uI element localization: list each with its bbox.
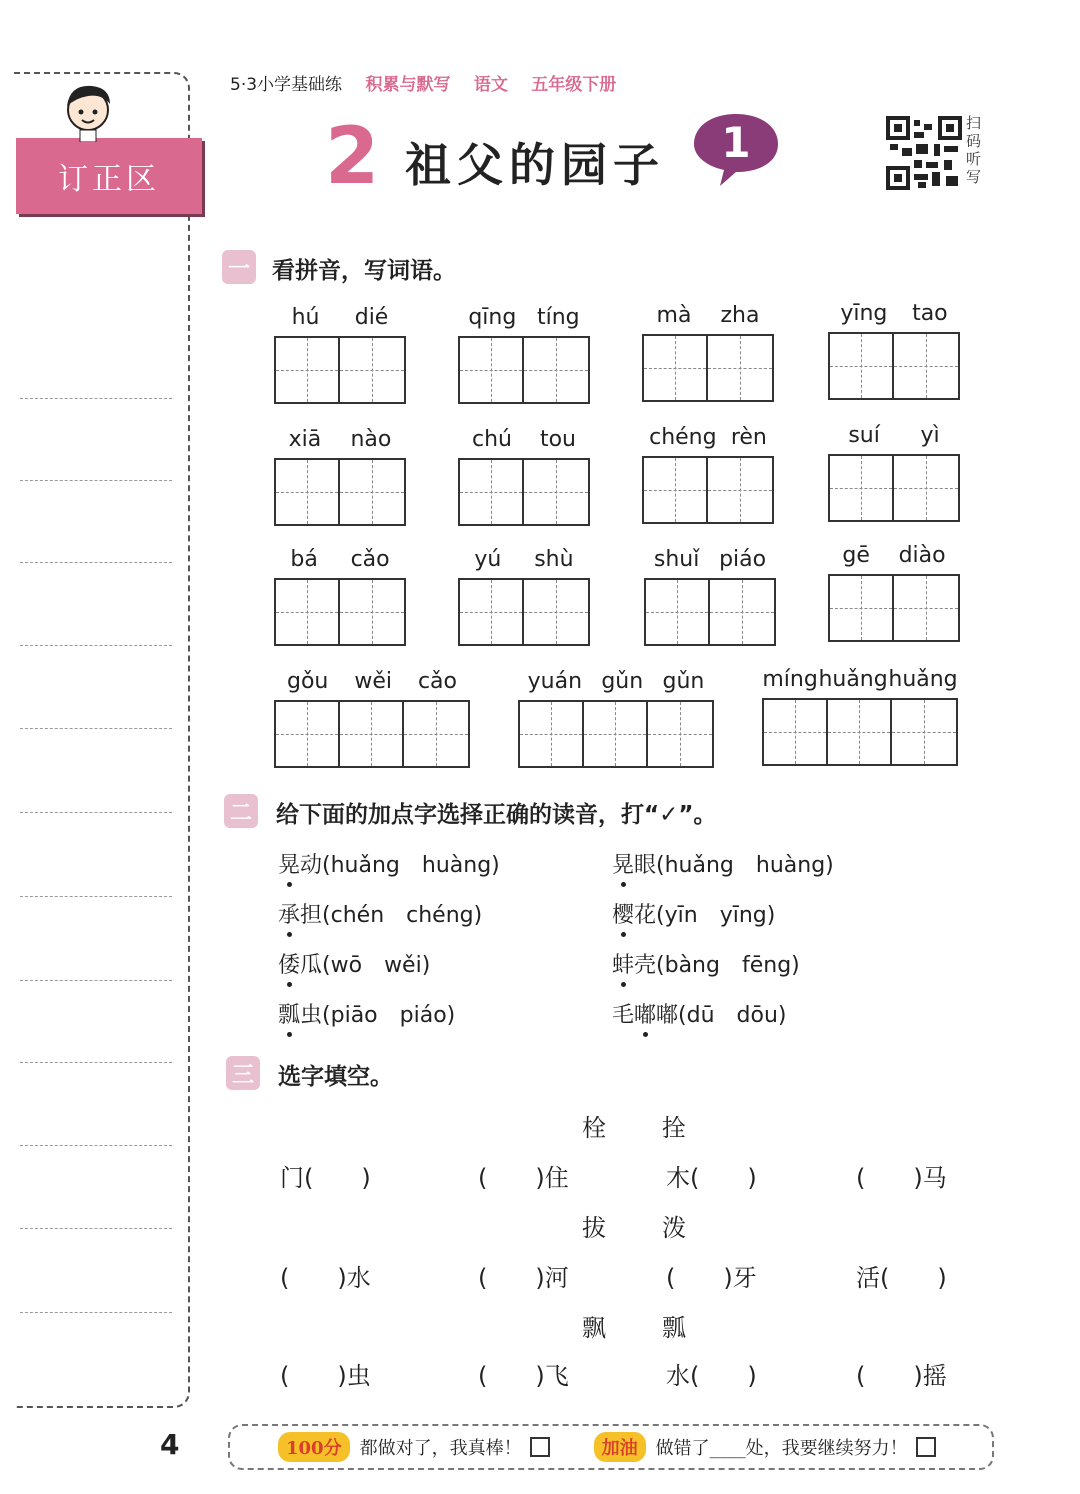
pinyin-label [458, 540, 590, 572]
pinyin-syllable: hú [291, 305, 320, 330]
choice-characters [582, 1308, 742, 1343]
tian-grid-cell[interactable] [894, 334, 958, 398]
dotted-character: 樱 [612, 898, 634, 929]
section-2-title: 给下面的加点字选择正确的读音，打“✓”。 [276, 802, 717, 828]
pinyin-word-15 [762, 660, 958, 766]
writing-boxes[interactable] [274, 578, 406, 646]
pinyin-syllable: suí [848, 423, 880, 448]
tian-grid-cell[interactable] [340, 338, 404, 402]
fill-blank-item[interactable]: ( )水 [280, 1264, 371, 1292]
pronunciation-item[interactable] [278, 998, 455, 1029]
dotted-character: 嘟 [634, 998, 656, 1029]
choice-characters [582, 1108, 742, 1143]
pinyin-syllable: zha [720, 303, 760, 328]
pronunciation-item[interactable] [278, 948, 430, 979]
pinyin-syllable: qīng [468, 305, 517, 330]
choice-characters [582, 1208, 742, 1243]
dotted-character: 蚌 [612, 948, 634, 979]
try-again-checkbox[interactable] [916, 1437, 936, 1457]
pinyin-label [458, 298, 590, 330]
pinyin-word-14 [518, 662, 714, 768]
tian-grid-cell[interactable] [276, 580, 340, 644]
writing-boxes[interactable] [274, 700, 470, 768]
fill-blank-item[interactable]: ( )虫 [280, 1362, 371, 1390]
correction-area [14, 72, 190, 1408]
pinyin-word-7 [642, 418, 774, 524]
word-rest: 虫 [300, 1003, 323, 1028]
fill-blank-item[interactable]: ( )牙 [666, 1264, 757, 1292]
tian-grid-cell[interactable] [340, 460, 404, 524]
writing-boxes[interactable] [642, 456, 774, 524]
tian-grid-cell[interactable] [460, 460, 524, 524]
fill-blank-item[interactable]: 活( ) [856, 1264, 947, 1292]
section-3-badge: 三 [226, 1056, 260, 1090]
pronunciation-item[interactable] [612, 898, 775, 929]
pinyin-syllable: diào [898, 543, 946, 568]
writing-boxes[interactable] [274, 458, 406, 526]
writing-boxes[interactable] [458, 458, 590, 526]
pinyin-label [274, 662, 470, 694]
writing-boxes[interactable] [458, 336, 590, 404]
writing-boxes[interactable] [644, 578, 776, 646]
pinyin-label [458, 420, 590, 452]
self-check-bar [228, 1424, 994, 1470]
pinyin-label [274, 540, 406, 572]
writing-boxes[interactable] [518, 700, 714, 768]
pronunciation-item[interactable] [612, 848, 834, 879]
fill-blank-item[interactable]: ( )河 [478, 1264, 569, 1292]
fill-blank-item[interactable]: 水( ) [666, 1362, 757, 1390]
subject-name: 语文 [473, 75, 508, 95]
grade-name: 五年级下册 [531, 75, 617, 95]
writing-boxes[interactable] [274, 336, 406, 404]
dotted-character: 瓢 [278, 998, 300, 1029]
tian-grid-cell[interactable] [648, 702, 712, 766]
pronunciation-item[interactable] [612, 998, 787, 1029]
tian-grid-cell[interactable] [764, 700, 828, 764]
word-rest: 壳 [634, 953, 657, 978]
pinyin-word-3 [642, 296, 774, 402]
tian-grid-cell[interactable] [520, 702, 584, 766]
pinyin-syllable: cǎo [417, 669, 457, 694]
pronunciation-item[interactable] [278, 898, 482, 929]
pinyin-syllable: tíng [537, 305, 580, 330]
dotted-character: 承 [278, 898, 300, 929]
pinyin-syllable: xiā [288, 427, 322, 452]
fill-blank-item[interactable]: ( )摇 [856, 1362, 947, 1390]
choice-character: 泼 [662, 1214, 686, 1242]
full-score-badge: 100分 [278, 1432, 350, 1462]
pinyin-options[interactable]: (bàng fēng) [656, 953, 800, 978]
word-rest: 担 [300, 903, 323, 928]
tian-grid-cell[interactable] [276, 338, 340, 402]
tian-grid-cell[interactable] [708, 458, 772, 522]
full-score-checkbox[interactable] [530, 1437, 550, 1457]
pinyin-syllable: cǎo [350, 547, 390, 572]
pinyin-syllable: mà [656, 303, 692, 328]
pinyin-options[interactable]: (huǎng huàng) [656, 853, 834, 878]
pinyin-options[interactable]: (chén chéng) [322, 903, 483, 928]
fill-blank-item[interactable]: ( )住 [478, 1164, 569, 1192]
tian-grid-cell[interactable] [644, 336, 708, 400]
word-prefix: 毛 [612, 1003, 635, 1028]
section-3-title: 选字填空。 [278, 1064, 393, 1090]
part-bubble [690, 110, 782, 190]
pinyin-options[interactable]: (wō wěi) [322, 953, 431, 978]
pinyin-syllable: huǎng [818, 667, 888, 692]
tian-grid-cell[interactable] [708, 336, 772, 400]
tian-grid-cell[interactable] [828, 700, 892, 764]
pinyin-label [518, 662, 714, 694]
pinyin-syllable: nào [350, 427, 392, 452]
try-again-badge: 加油 [594, 1432, 646, 1462]
tian-grid-cell[interactable] [830, 576, 894, 640]
pinyin-word-10 [458, 540, 590, 646]
pinyin-syllable: yuán [527, 669, 583, 694]
tian-grid-cell[interactable] [584, 702, 648, 766]
tian-grid-cell[interactable] [524, 580, 588, 644]
page-number: 4 [160, 1428, 180, 1461]
choice-character: 拴 [662, 1114, 686, 1142]
pinyin-label [828, 294, 960, 326]
pinyin-syllable: rèn [730, 425, 767, 450]
tian-grid-cell[interactable] [276, 702, 340, 766]
fill-blank-item[interactable]: 木( ) [666, 1164, 757, 1192]
pinyin-syllable: chú [471, 427, 512, 452]
writing-boxes[interactable] [762, 698, 958, 766]
choice-character: 瓢 [662, 1314, 686, 1342]
pinyin-syllable: shuǐ [653, 547, 700, 572]
pinyin-syllable: bá [290, 547, 318, 572]
pinyin-syllable: yì [920, 423, 940, 448]
pinyin-syllable: tao [912, 301, 948, 326]
writing-boxes[interactable] [828, 574, 960, 642]
tian-grid-cell[interactable] [404, 702, 468, 766]
tian-grid-cell[interactable] [340, 580, 404, 644]
tian-grid-cell[interactable] [894, 576, 958, 640]
dotted-character: 倭 [278, 948, 300, 979]
tian-grid-cell[interactable] [894, 456, 958, 520]
section-1-badge: 一 [222, 250, 256, 284]
pinyin-syllable: gē [842, 543, 870, 568]
tian-grid-cell[interactable] [710, 580, 774, 644]
section-1-title: 看拼音，写词语。 [272, 258, 456, 284]
pinyin-word-1 [274, 298, 406, 404]
pinyin-syllable: chéng [649, 425, 717, 450]
pinyin-syllable: tou [539, 427, 576, 452]
choice-character: 栓 [582, 1114, 606, 1142]
fill-blank-item[interactable]: ( )飞 [478, 1362, 569, 1390]
writing-boxes[interactable] [828, 454, 960, 522]
pinyin-syllable: míng [762, 667, 818, 692]
tian-grid-cell[interactable] [460, 338, 524, 402]
tian-grid-cell[interactable] [524, 460, 588, 524]
pinyin-word-9 [274, 540, 406, 646]
pinyin-label [644, 540, 776, 572]
pinyin-word-6 [458, 420, 590, 526]
dotted-character: 晃 [612, 848, 634, 879]
tian-grid-cell[interactable] [276, 460, 340, 524]
pinyin-syllable: shù [534, 547, 574, 572]
pinyin-syllable: yú [474, 547, 502, 572]
choice-character: 拔 [582, 1214, 606, 1242]
word-rest: 眼 [634, 853, 657, 878]
pinyin-word-12 [828, 536, 960, 642]
pronunciation-item[interactable] [278, 848, 500, 879]
tian-grid-cell[interactable] [460, 580, 524, 644]
tian-grid-cell[interactable] [644, 458, 708, 522]
full-score-text: 都做对了，我真棒！ [359, 1438, 522, 1459]
qr-caption: 扫码听写 [966, 114, 982, 186]
tian-grid-cell[interactable] [830, 334, 894, 398]
writing-boxes[interactable] [458, 578, 590, 646]
pinyin-syllable: wěi [354, 669, 392, 694]
pinyin-syllable: huǎng [888, 667, 958, 692]
pinyin-word-5 [274, 420, 406, 526]
try-again-text: 做错了____处，我要继续努力！ [655, 1438, 908, 1459]
pinyin-label [642, 296, 774, 328]
series-name: 5·3小学基础练 [230, 75, 343, 95]
dotted-character: 晃 [278, 848, 300, 879]
word-rest: 嘟 [656, 1003, 679, 1028]
pinyin-syllable: gǒu [286, 669, 329, 694]
pinyin-syllable: gǔn [662, 669, 705, 694]
word-rest: 花 [634, 903, 657, 928]
word-rest: 瓜 [300, 953, 323, 978]
pronunciation-item[interactable] [612, 948, 800, 979]
pinyin-syllable: gǔn [601, 669, 644, 694]
tian-grid-cell[interactable] [646, 580, 710, 644]
book-header [230, 70, 634, 95]
pinyin-label [274, 420, 406, 452]
lesson-title: 祖父的园子 [405, 138, 665, 192]
word-rest: 动 [300, 853, 323, 878]
tian-grid-cell[interactable] [340, 702, 404, 766]
tian-grid-cell[interactable] [892, 700, 956, 764]
pinyin-label [828, 416, 960, 448]
lesson-number: 2 [325, 112, 380, 202]
tian-grid-cell[interactable] [830, 456, 894, 520]
fill-blank-item[interactable]: ( )马 [856, 1164, 947, 1192]
pinyin-word-11 [644, 540, 776, 646]
pinyin-word-13 [274, 662, 470, 768]
writing-boxes[interactable] [642, 334, 774, 402]
pinyin-syllable: yīng [840, 301, 888, 326]
boy-avatar-icon [58, 80, 118, 142]
qr-code-icon[interactable] [886, 116, 962, 190]
pinyin-options[interactable]: (huǎng huàng) [322, 853, 500, 878]
fill-blank-item[interactable]: 门( ) [280, 1164, 371, 1192]
book-name: 积累与默写 [365, 75, 451, 95]
pinyin-label [828, 536, 960, 568]
pinyin-syllable: piáo [719, 547, 767, 572]
pinyin-label [642, 418, 774, 450]
writing-boxes[interactable] [828, 332, 960, 400]
pinyin-options[interactable]: (piāo piáo) [322, 1003, 456, 1028]
pinyin-options[interactable]: (dū dōu) [678, 1003, 787, 1028]
section-2-badge: 二 [224, 794, 258, 828]
pinyin-label [762, 660, 958, 692]
part-number: 1 [721, 118, 751, 167]
choice-character: 飘 [582, 1314, 606, 1342]
pinyin-word-4 [828, 294, 960, 400]
correction-label: 订正区 [16, 138, 202, 214]
tian-grid-cell[interactable] [524, 338, 588, 402]
pinyin-syllable: dié [354, 305, 389, 330]
pinyin-word-8 [828, 416, 960, 522]
pinyin-options[interactable]: (yīn yīng) [656, 903, 776, 928]
pinyin-label [274, 298, 406, 330]
pinyin-word-2 [458, 298, 590, 404]
